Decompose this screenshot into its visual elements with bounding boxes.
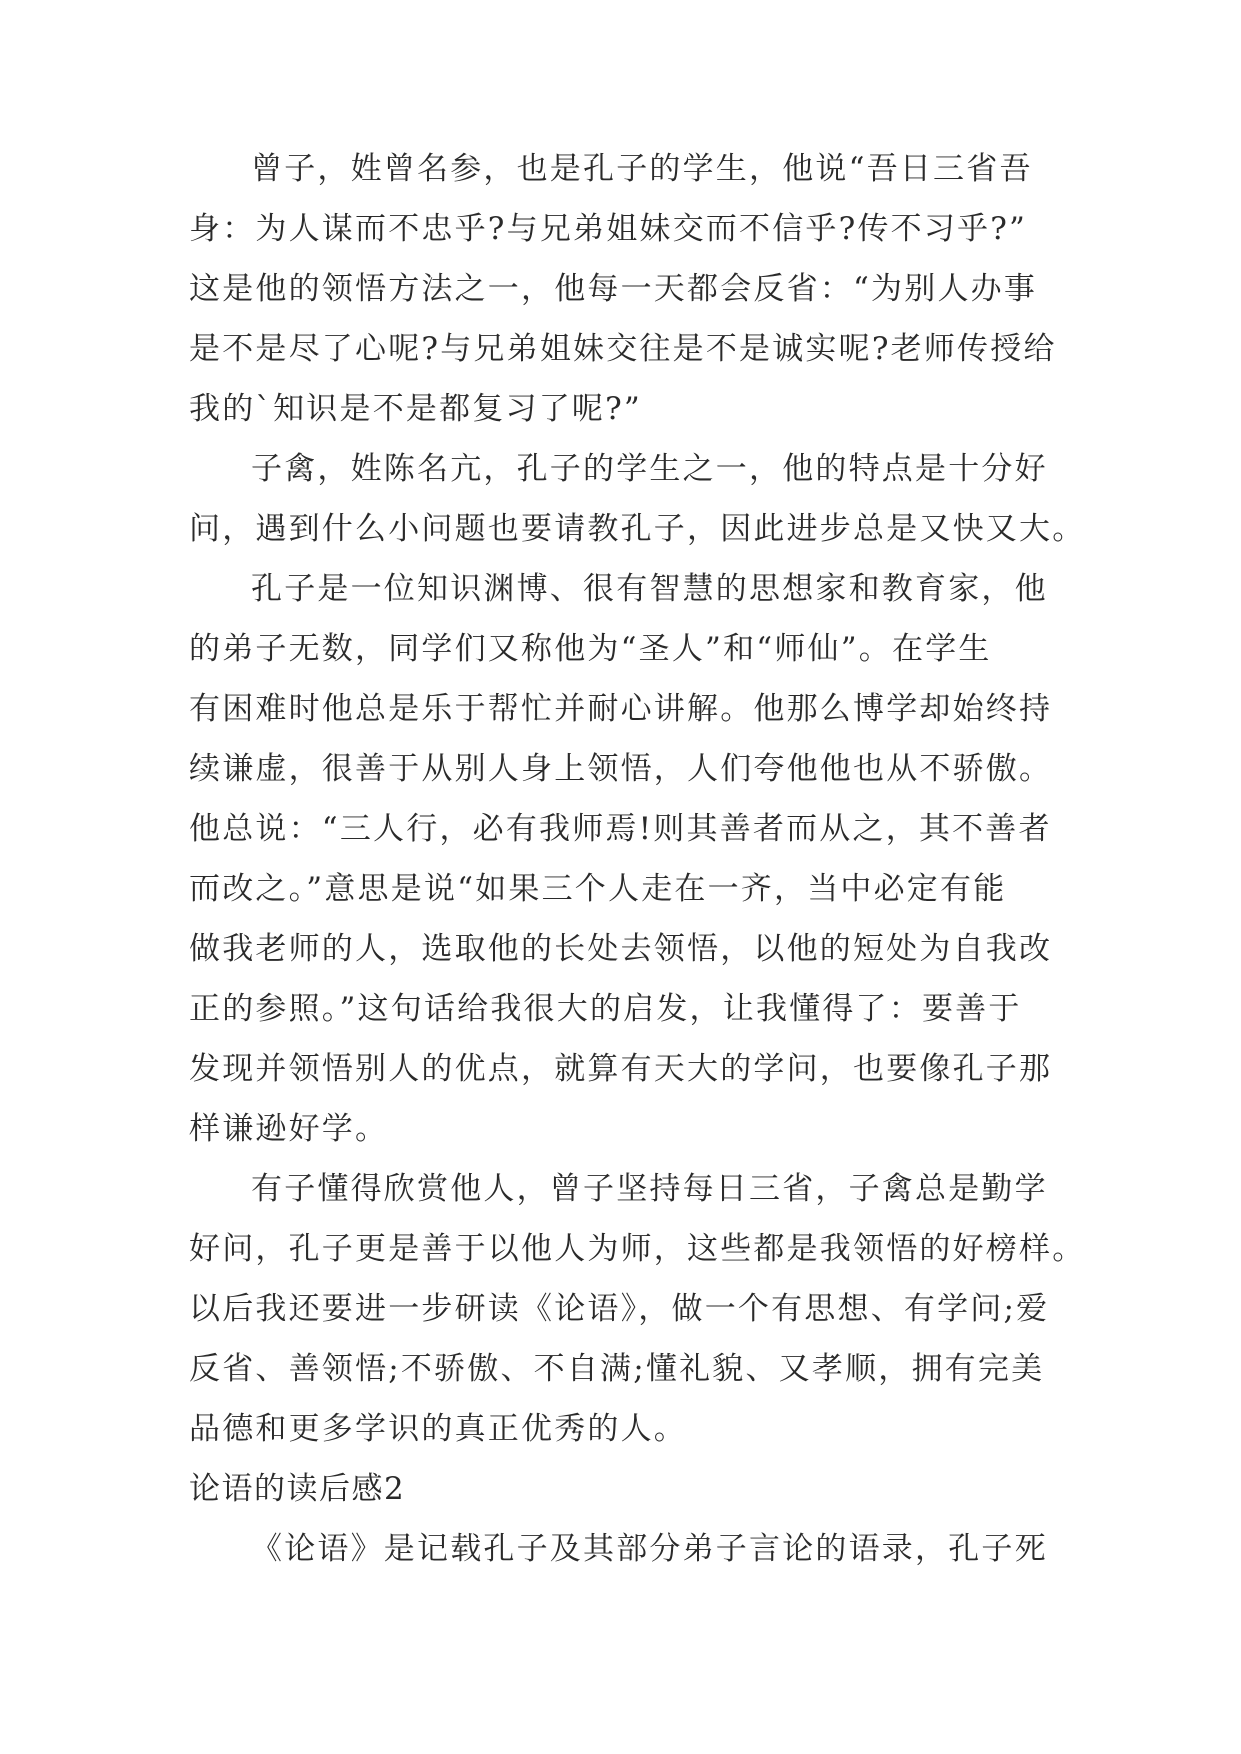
text-line: 品德和更多学识的真正优秀的人。	[189, 1411, 687, 1447]
text-line: 这是他的领悟方法之一，他每一天都会反省：“为别人办事	[189, 271, 1038, 307]
text-line: 子禽，姓陈名亢，孔子的学生之一，他的特点是十分好	[251, 451, 1048, 487]
text-line: 身：为人谋而不忠乎?与兄弟姐妹交而不信乎?传不习乎?”	[189, 211, 1028, 247]
text-line: 的弟子无数，同学们又称他为“圣人”和“师仙”。在学生	[189, 631, 992, 667]
text-line: 而改之。”意思是说“如果三个人走在一齐，当中必定有能	[189, 871, 1007, 907]
text-line: 有子懂得欣赏他人，曾子坚持每日三省，子禽总是勤学	[251, 1171, 1048, 1207]
text-line: 续谦虚，很善于从别人身上领悟，人们夸他他也从不骄傲。	[189, 751, 1053, 787]
text-line: 发现并领悟别人的优点，就算有天大的学问，也要像孔子那	[189, 1051, 1053, 1087]
text-line: 孔子是一位知识渊博、很有智慧的思想家和教育家，他	[251, 571, 1048, 607]
text-line: 样谦逊好学。	[189, 1111, 389, 1147]
text-line: 他总说：“三人行，必有我师焉!则其善者而从之，其不善者	[189, 811, 1052, 847]
text-line: 正的参照。”这句话给我很大的启发，让我懂得了：要善于	[189, 991, 1022, 1027]
text-line: 《论语》是记载孔子及其部分弟子言论的语录，孔子死	[251, 1531, 1048, 1567]
text-line: 问，遇到什么小问题也要请教孔子，因此进步总是又快又大。	[189, 511, 1086, 547]
text-line: 做我老师的人，选取他的长处去领悟，以他的短处为自我改	[189, 931, 1053, 967]
text-line: 以后我还要进一步研读《论语》，做一个有思想、有学问;爱	[189, 1291, 1050, 1327]
text-line: 有困难时他总是乐于帮忙并耐心讲解。他那么博学却始终持	[189, 691, 1053, 727]
text-line: 是不是尽了心呢?与兄弟姐妹交往是不是诚实呢?老师传授给	[189, 331, 1057, 367]
section-heading: 论语的读后感2	[189, 1471, 406, 1507]
text-line: 我的`知识是不是都复习了呢?”	[189, 391, 642, 427]
text-line: 好问，孔子更是善于以他人为师，这些都是我领悟的好榜样。	[189, 1231, 1086, 1267]
text-line: 曾子，姓曾名参，也是孔子的学生，他说“吾日三省吾	[251, 151, 1033, 187]
text-line: 反省、善领悟;不骄傲、不自满;懂礼貌、又孝顺，拥有完美	[189, 1351, 1045, 1387]
